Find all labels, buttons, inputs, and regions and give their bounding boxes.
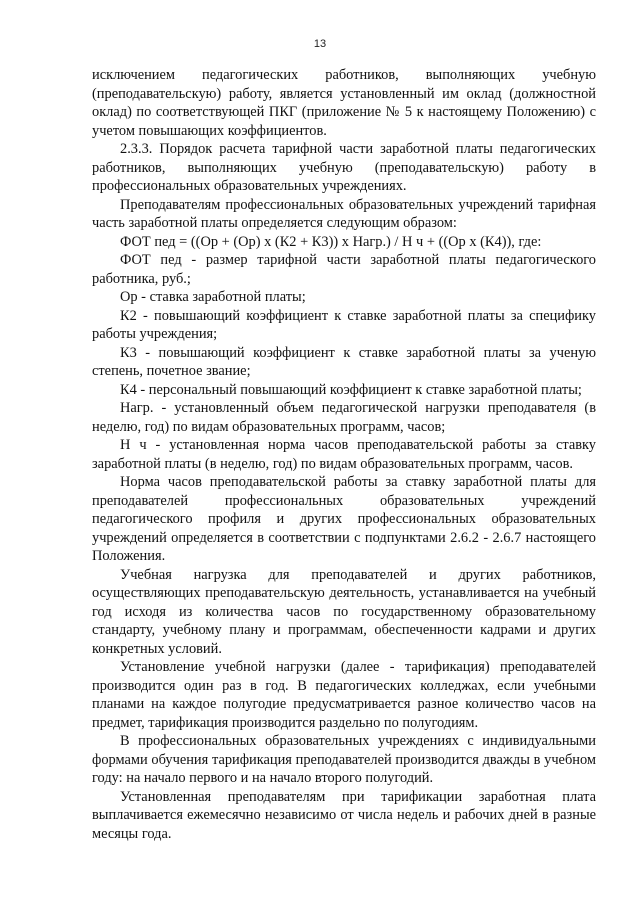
definition-paragraph: Н ч - установленная норма часов преподавательской работы за ставку заработной платы (в неделю, год) по видам образовательных программ, часов. [92,437,596,472]
definition-paragraph: К2 - повышающий коэффициент к ставке заработной платы за специфику работы учреждения; [92,307,596,342]
paragraph: Норма часов преподавательской работы за ставку заработной платы для преподавателей профессиональных образовательных учреждений педагогического профиля и других профессиональных образовательных учреждений определяется в соответствии с подпунктами 2.6.2 - 2.6.7 настоящего Положения. [92,474,596,564]
definition-paragraph: ФОТ пед - размер тарифной части заработной платы педагогического работника, руб.; [92,252,596,287]
paragraph: Установленная преподавателям при тарификации заработная плата выплачивается ежемесячно независимо от числа недель и рабочих дней в разные месяцы года. [92,788,596,842]
definition-paragraph: Нагр. - установленный объем педагогической нагрузки преподавателя (в неделю, год) по видам образовательных программ, часов; [92,400,596,435]
paragraph: В профессиональных образовательных учреждениях с индивидуальными формами обучения тарификация преподавателей производится дважды в учебном году: на начало первого и на начало второго полугодий. [92,733,596,786]
section-heading-paragraph: 2.3.3. Порядок расчета тарифной части заработной платы педагогических работников, выполняющих учебную (преподавательскую) работу в профессиональных образовательных учреждениях. [92,141,596,194]
definition-paragraph: К4 - персональный повышающий коэффициент к ставке заработной платы; [120,381,582,398]
formula-paragraph: ФОТ пед = ((Ор + (Ор) х (К2 + К3)) х Нагр.) / Н ч + ((Ор х (К4)), где: [120,233,542,250]
definition-paragraph: К3 - повышающий коэффициент к ставке заработной платы за ученую степень, почетное звание; [92,344,596,379]
paragraph: исключением педагогических работников, выполняющих учебную (преподавательскую) работу, является установленный им оклад (должностной оклад) по соответствующей ПКГ (приложение № 5 к настоящему Положению) с учетом повышающих коэффициентов. [92,67,596,139]
document-body [92,66,596,843]
page-number: 13 [313,38,327,50]
definition-paragraph: Ор - ставка заработной платы; [120,289,306,305]
paragraph: Преподавателям профессиональных образовательных учреждений тарифная часть заработной платы определяется следующим образом: [92,196,596,231]
paragraph: Установление учебной нагрузки (далее - тарификация) преподавателей производится один раз в год. В педагогических колледжах, если учебными планами на каждое полугодие предусматривается разное количество часов на предмет, тарификация производится раздельно по полугодиям. [92,659,596,731]
paragraph: Учебная нагрузка для преподавателей и других работников, осуществляющих преподавательскую деятельность, устанавливается на учебный год исходя из количества часов по государственному образовательному стандарту, учебному плану и программам, обеспеченности кадрами и других конкретных условий. [92,566,596,657]
